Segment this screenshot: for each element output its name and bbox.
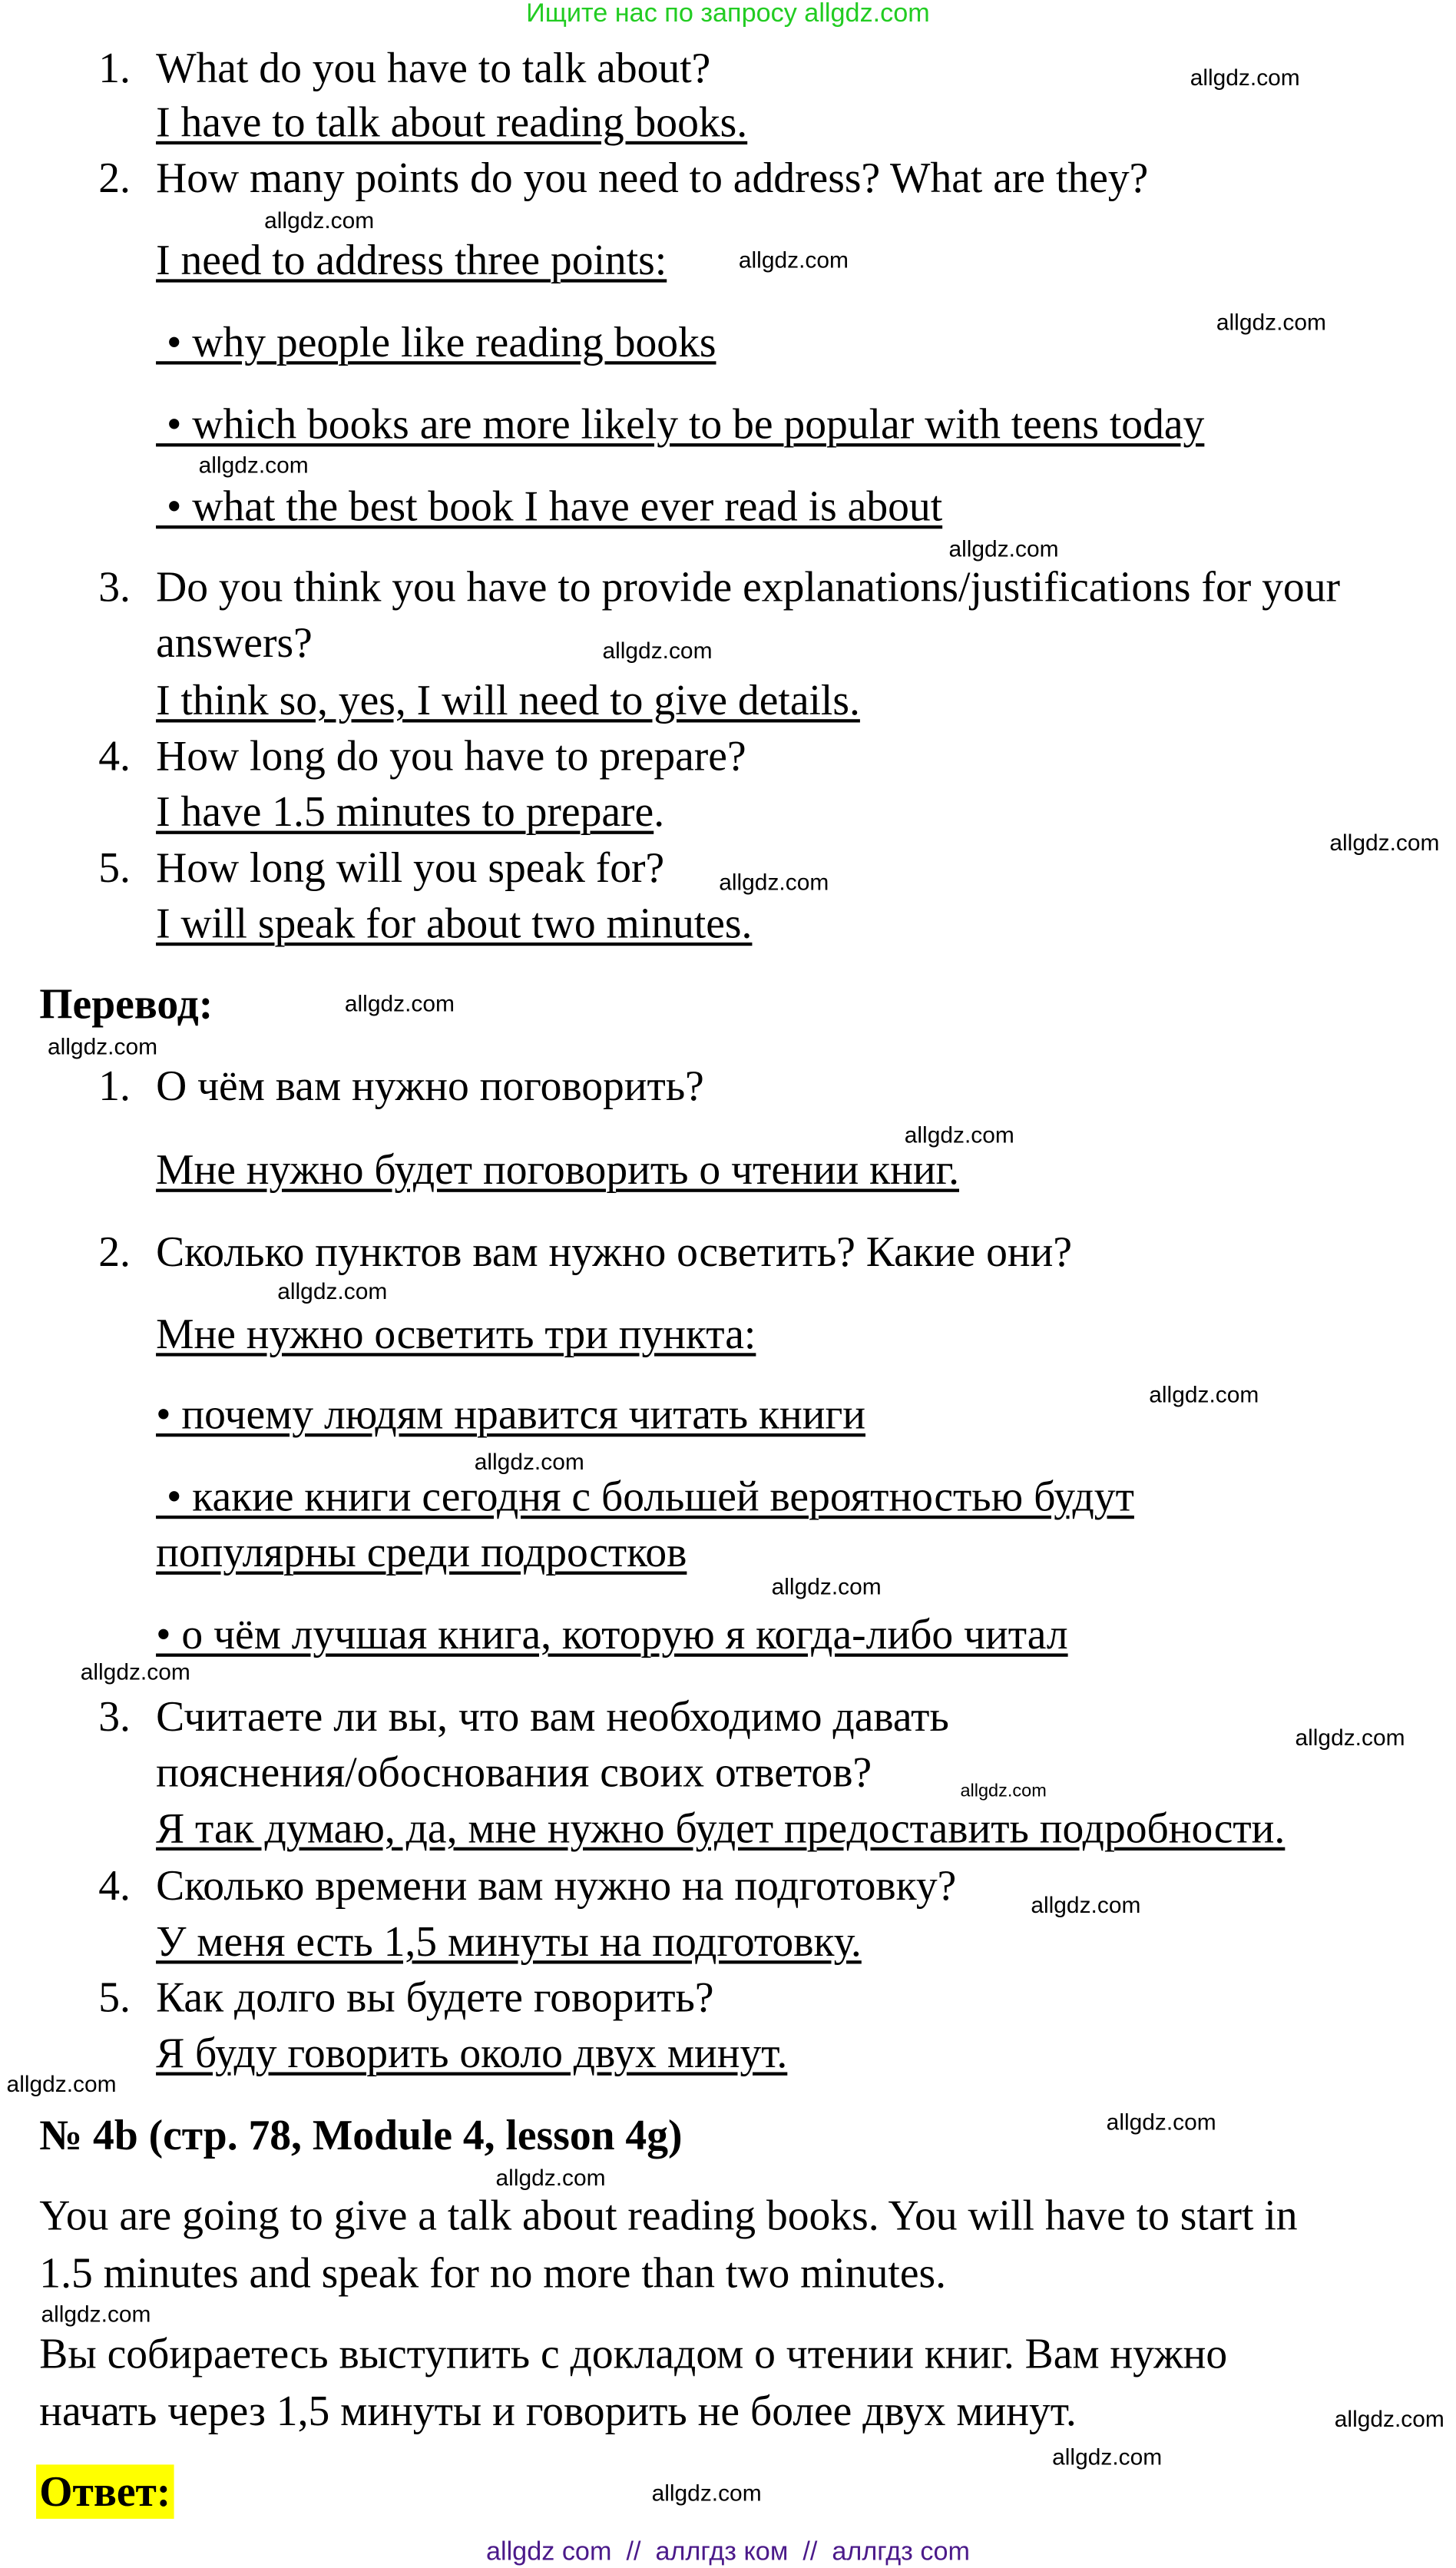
watermark: allgdz.com [771, 1572, 882, 1599]
answer: Я так думаю, да, мне нужно будет предоставить подробности. [156, 1804, 1286, 1853]
item-number: 4. [98, 732, 131, 780]
answer-label: Ответ: [36, 2464, 174, 2519]
question: Как долго вы будете говорить? [156, 1973, 714, 2022]
item-number: 1. [98, 44, 131, 92]
task-text-ru: Вы собираетесь выступить с докладом о чтении книг. Вам нужно [39, 2330, 1228, 2378]
watermark: allgdz.com [495, 2164, 606, 2191]
item-number: 4. [98, 1861, 131, 1910]
answer [156, 788, 665, 836]
answer-text: I have 1.5 minutes to prepare [156, 788, 654, 836]
task-text-ru: начать через 1,5 минуты и говорить не более двух минут. [39, 2387, 1077, 2435]
item-number: 2. [98, 1228, 131, 1276]
question: Сколько времени вам нужно на подготовку? [156, 1861, 957, 1910]
item-number: 5. [98, 843, 131, 892]
question: Do you think you have to provide explanations/justifications for your [156, 563, 1341, 611]
watermark: allgdz.com [1031, 1891, 1141, 1918]
watermark: allgdz.com [474, 1448, 584, 1475]
answer-bullet: • почему людям нравится читать книги [156, 1390, 865, 1439]
task-text-en: 1.5 minutes and speak for no more than two minutes. [39, 2249, 947, 2298]
watermark: allgdz.com [1329, 829, 1440, 856]
question: What do you have to talk about? [156, 44, 711, 92]
watermark: allgdz.com [198, 451, 309, 479]
question: How many points do you need to address? What are they? [156, 154, 1149, 202]
item-number: 5. [98, 1973, 131, 2022]
answer: Я буду говорить около двух минут. [156, 2029, 788, 2077]
search-banner[interactable]: Ищите нас по запросу allgdz.com [526, 0, 930, 28]
answer-period: . [654, 788, 665, 836]
answer-bullet: • какие книги сегодня с большей вероятностью будут [156, 1473, 1134, 1521]
watermark: allgdz.com [651, 2479, 762, 2506]
question: Считаете ли вы, что вам необходимо давать [156, 1692, 949, 1741]
watermark: allgdz.com [80, 1658, 190, 1685]
footer-text[interactable]: allgdz com // аллгдз ком // аллгдз com [485, 2538, 970, 2566]
watermark: allgdz.com [264, 207, 375, 234]
watermark: allgdz.com [738, 246, 849, 273]
watermark: allgdz.com [47, 1032, 158, 1059]
answer: Мне нужно осветить три пункта: [156, 1310, 756, 1358]
watermark: allgdz.com [1295, 1724, 1405, 1751]
answer: I have to talk about reading books. [156, 98, 748, 147]
answer: I will speak for about two minutes. [156, 900, 753, 948]
answer-bullet: • which books are more likely to be popular with teens today [156, 400, 1205, 449]
question: Сколько пунктов вам нужно осветить? Какие они? [156, 1228, 1073, 1276]
answer-bullet: • why people like reading books [156, 318, 716, 366]
answer: Мне нужно будет поговорить о чтении книг. [156, 1145, 960, 1194]
translation-heading: Перевод: [39, 980, 213, 1029]
answer: У меня есть 1,5 минуты на подготовку. [156, 1917, 862, 1966]
watermark: allgdz.com [719, 868, 829, 895]
question: How long do you have to prepare? [156, 732, 746, 780]
task-heading: № 4b (стр. 78, Module 4, lesson 4g) [39, 2111, 683, 2159]
watermark: allgdz.com [1190, 64, 1300, 91]
watermark: allgdz.com [6, 2070, 117, 2097]
answer-bullet: • о чём лучшая книга, которую я когда-либо читал [156, 1610, 1068, 1658]
question: пояснения/обоснования своих ответов? [156, 1748, 872, 1797]
watermark: allgdz.com [1149, 1380, 1259, 1407]
item-number: 1. [98, 1062, 131, 1110]
watermark: allgdz.com [1334, 2405, 1444, 2432]
watermark: allgdz.com [1216, 308, 1326, 336]
item-number: 3. [98, 563, 131, 611]
watermark: allgdz.com [948, 535, 1059, 562]
watermark: allgdz.com [277, 1277, 388, 1304]
footer-links[interactable] [0, 2539, 1456, 2568]
item-number: 2. [98, 154, 131, 202]
question: О чём вам нужно поговорить? [156, 1062, 704, 1110]
answer: I need to address three points: [156, 236, 667, 284]
question: answers? [156, 618, 313, 667]
watermark: allgdz.com [41, 2300, 151, 2327]
answer-bullet: • what the best book I have ever read is about [156, 482, 943, 531]
watermark: allgdz.com [904, 1121, 1014, 1148]
watermark: allgdz.com [1106, 2108, 1216, 2135]
task-text-en: You are going to give a talk about reading books. You will have to start in [39, 2192, 1298, 2240]
watermark: allgdz.com [602, 637, 713, 664]
question: How long will you speak for? [156, 843, 665, 892]
watermark: allgdz.com [344, 989, 455, 1017]
watermark: allgdz.com [1052, 2443, 1163, 2470]
answer: I think so, yes, I will need to give details. [156, 676, 860, 724]
answer-bullet: популярны среди подростков [156, 1529, 687, 1576]
watermark: allgdz.com [960, 1781, 1047, 1801]
item-number: 3. [98, 1692, 131, 1741]
